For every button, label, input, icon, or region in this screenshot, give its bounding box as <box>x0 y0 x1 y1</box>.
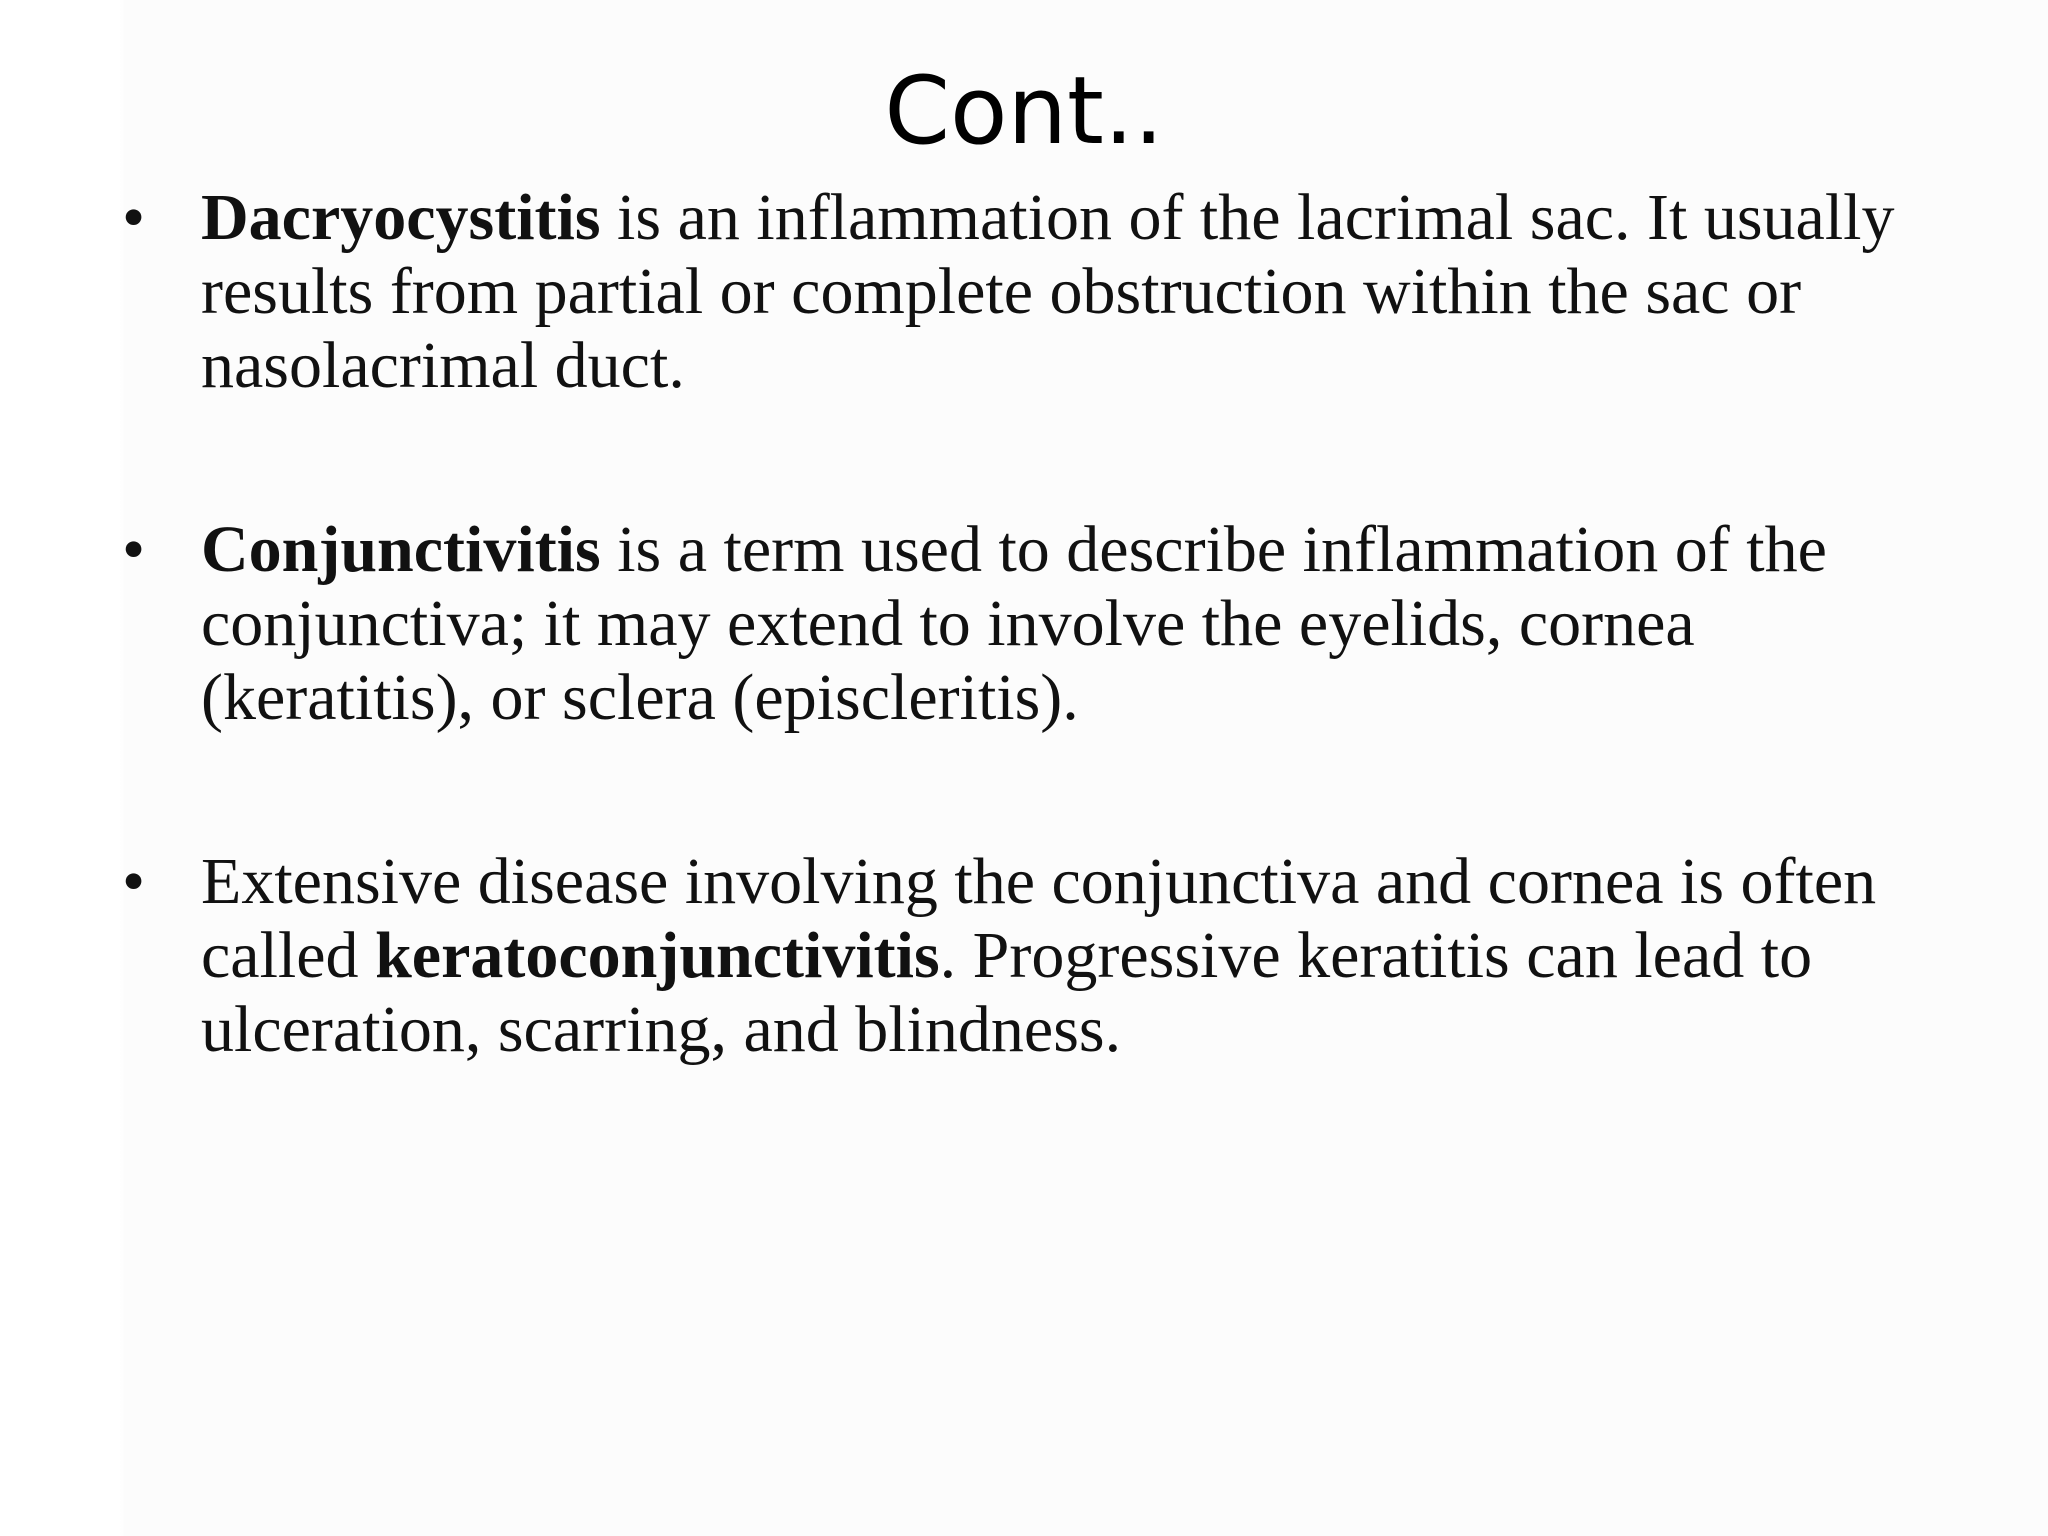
term-conjunctivitis: Conjunctivitis <box>201 513 601 586</box>
bullet-item-dacryocystitis <box>122 181 1941 403</box>
term-keratoconjunctivitis: keratoconjunctivitis <box>375 919 940 992</box>
bullet-glyph: • <box>122 845 146 918</box>
bullet-text: is an inflammation of the lacrimal sac. It usually results from partial or complete obstruction within the sac or nasolacrimal duct. <box>201 181 1895 402</box>
term-dacryocystitis: Dacryocystitis <box>201 181 601 254</box>
bullet-item-conjunctivitis <box>122 513 1941 735</box>
bullet-text: is a term used to describe inflammation of the conjunctiva; it may extend to involve the eyelids, cornea (keratitis), or sclera (episcleritis). <box>201 513 1827 734</box>
bullet-text: Extensive disease involving the conjunctiva and cornea is often called <box>201 845 1877 992</box>
bullet-item-keratoconjunctivitis <box>122 845 1941 1067</box>
bullet-glyph: • <box>122 513 146 586</box>
bullet-text: . Progressive keratitis can lead to ulceration, scarring, and blindness. <box>201 919 1813 1066</box>
slide-title: Cont.. <box>884 57 1164 166</box>
bullet-glyph: • <box>122 181 146 254</box>
